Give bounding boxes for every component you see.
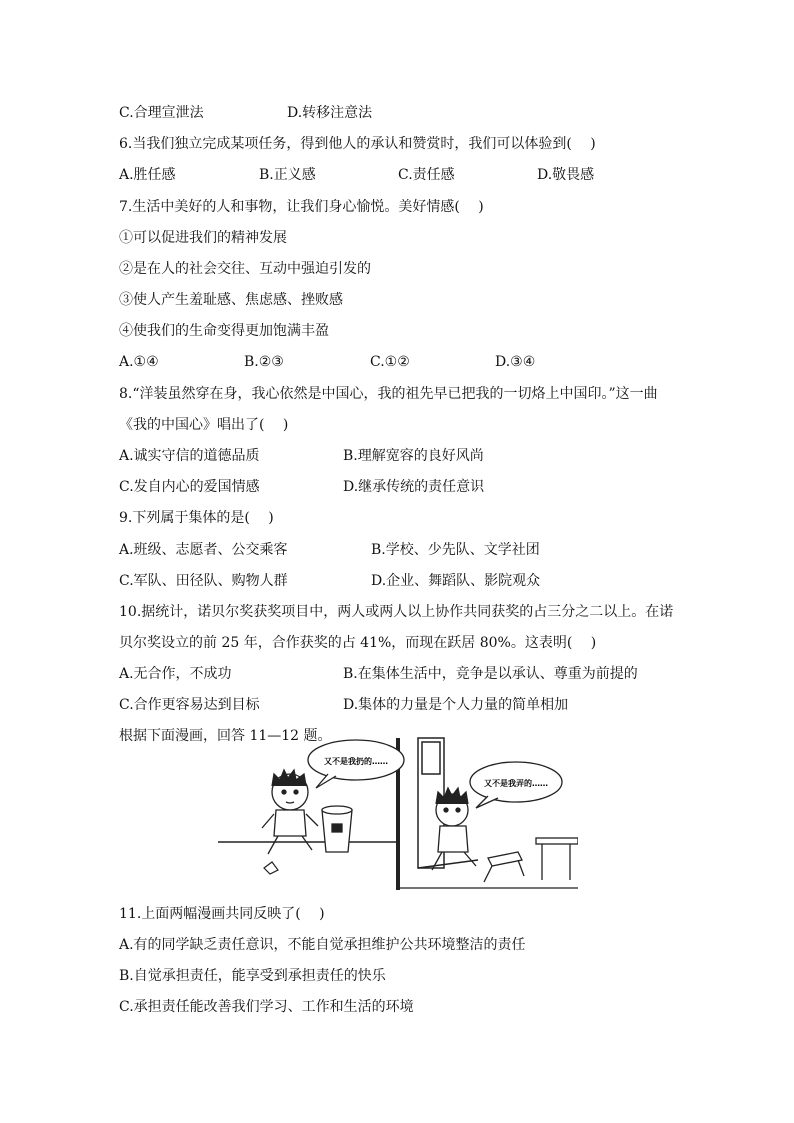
q8-option-b: B.理解宽容的良好风尚: [343, 448, 484, 464]
q9-option-b: B.学校、少先队、文学社团: [371, 542, 540, 558]
q10-stem-line1: 10.据统计，诺贝尔奖获奖项目中，两人或两人以上协作共同获奖的占三分之二以上。在诺: [119, 604, 674, 620]
q7-option-d: D.③④: [495, 354, 536, 370]
q11-option-a: A.有的同学缺乏责任意识，不能自觉承担维护公共环境整洁的责任: [119, 937, 526, 953]
q8-stem-line2: 《我的中国心》唱出了( ): [119, 417, 289, 433]
q8-option-a: A.诚实守信的道德品质: [119, 448, 260, 464]
q8-option-c: C.发自内心的爱国情感: [119, 479, 260, 495]
right-bubble-text: 又不是我弄的……: [484, 779, 548, 788]
q6-stem: 6.当我们独立完成某项任务，得到他人的承认和赞赏时，我们可以体验到( ): [119, 136, 596, 152]
q10-option-a: A.无合作，不成功: [119, 666, 232, 682]
q8-stem-line1: 8.“洋装虽然穿在身，我心依然是中国心，我的祖先早已把我的一切烙上中国印。”这一曲: [119, 386, 658, 402]
fallen-chair: [484, 852, 524, 882]
q9-option-c: C.军队、田径队、购物人群: [119, 573, 288, 589]
q7-option-b: B.②③: [244, 354, 284, 370]
q6-option-c: C.责任感: [398, 167, 455, 183]
q11-stem: 11.上面两幅漫画共同反映了( ): [119, 906, 325, 922]
q10-stem-line2: 贝尔奖设立的前 25 年，合作获奖的占 41%，而现在跃居 80%。这表明( ): [119, 635, 597, 651]
litter-paper: [264, 862, 278, 874]
desk: [536, 838, 578, 880]
q6-option-a: A.胜任感: [119, 167, 176, 183]
q10-option-b: B.在集体生活中，竞争是以承认、尊重为前提的: [343, 666, 638, 682]
q7-item-4: ④使我们的生命变得更加饱满丰盈: [119, 323, 329, 339]
q5-option-c: C.合理宣泄法: [119, 105, 204, 121]
boy-walking-right: [432, 788, 476, 870]
q7-stem: 7.生活中美好的人和事物，让我们身心愉悦。美好情感( ): [119, 199, 484, 215]
q7-option-c: C.①②: [370, 354, 410, 370]
q8-option-d: D.继承传统的责任意识: [343, 479, 485, 495]
q7-option-a: A.①④: [119, 354, 159, 370]
q10-option-d: D.集体的力量是个人力量的简单相加: [343, 697, 569, 713]
q11-option-c: C.承担责任能改善我们学习、工作和生活的环境: [119, 999, 414, 1015]
q9-option-d: D.企业、舞蹈队、影院观众: [371, 573, 541, 589]
q6-option-b: B.正义感: [259, 167, 316, 183]
q9-stem: 9.下列属于集体的是( ): [119, 510, 274, 526]
q5-option-d: D.转移注意法: [287, 105, 373, 121]
q10-option-c: C.合作更容易达到目标: [119, 697, 260, 713]
q9-option-a: A.班级、志愿者、公交乘客: [119, 542, 288, 558]
q6-option-d: D.敬畏感: [537, 167, 595, 183]
cartoon-intro: 根据下面漫画，回答 11—12 题。: [119, 728, 332, 744]
q7-item-3: ③使人产生羞耻感、焦虑感、挫败感: [119, 292, 343, 308]
q7-item-2: ②是在人的社会交往、互动中强迫引发的: [119, 261, 371, 277]
cartoon-illustration: [218, 730, 578, 890]
q7-item-1: ①可以促进我们的精神发展: [119, 230, 287, 246]
q11-option-b: B.自觉承担责任，能享受到承担责任的快乐: [119, 968, 386, 984]
trash-bin: [322, 806, 352, 852]
left-bubble-text: 又不是我扔的……: [324, 757, 388, 766]
